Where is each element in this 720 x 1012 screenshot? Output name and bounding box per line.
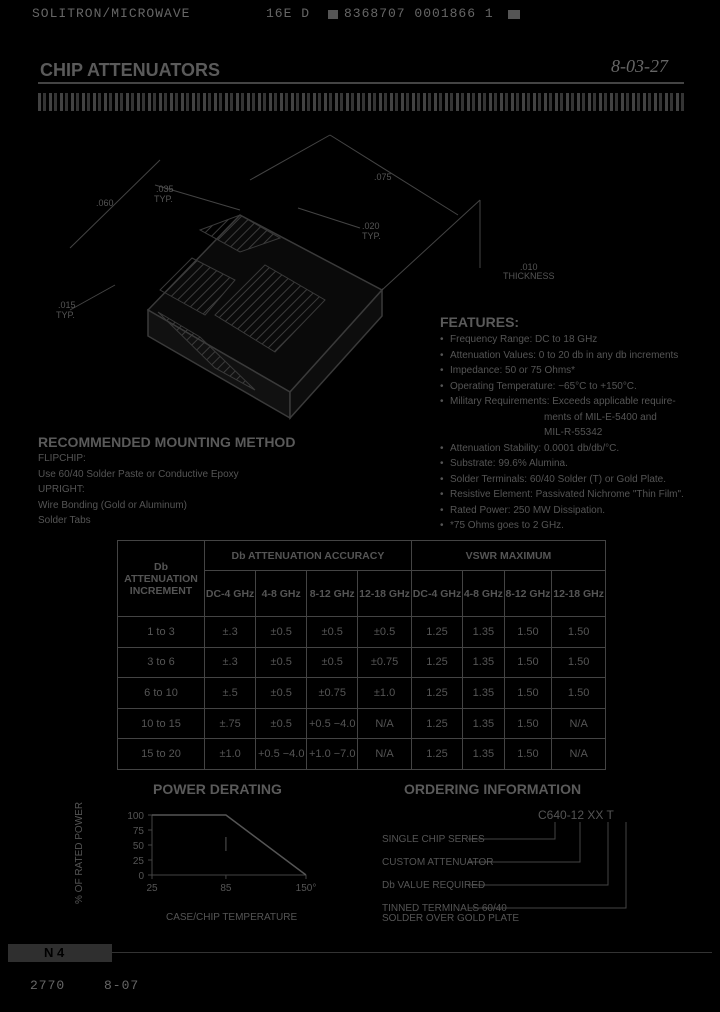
ordering-label: SINGLE CHIP SERIES [382, 834, 485, 845]
table-cell: 1.35 [463, 647, 505, 678]
x-tick-label: 85 [220, 883, 232, 894]
dim-020-typ: TYP. [362, 231, 381, 241]
mounting-line: UPRIGHT: [38, 484, 85, 495]
features-list [440, 332, 684, 534]
header-code: 16E D [266, 6, 311, 21]
dim-020: .020 [362, 221, 380, 231]
y-tick-label: 0 [138, 871, 144, 882]
dim-015-typ: TYP. [56, 310, 75, 320]
table-cell: ±.75 [205, 708, 256, 739]
feature-item: MIL-R-55342 [544, 427, 603, 438]
band-header: DC-4 GHz [205, 571, 256, 617]
dim-line-015 [70, 285, 115, 310]
band-header: 4-8 GHz [463, 571, 505, 617]
feature-item: • Resistive Element: Passivated Nichrome "Thin Film". [440, 489, 684, 500]
footer-code-2: 8-07 [104, 978, 140, 993]
dim-075: .075 [374, 172, 392, 182]
table-cell: 3 to 6 [118, 647, 205, 678]
band-header: 12-18 GHz [552, 571, 606, 617]
feature-item: ments of MIL-E-5400 and [544, 411, 657, 423]
dim-line-thickness [382, 200, 480, 290]
table-cell: 15 to 20 [118, 739, 205, 770]
table-row [118, 647, 606, 678]
section-tab-label: N 4 [44, 945, 65, 960]
table-cell: 1.35 [463, 678, 505, 709]
barcode-mark-icon [328, 10, 338, 19]
table-cell: N/A [358, 739, 412, 770]
ordering-label: CUSTOM ATTENUATOR [382, 857, 494, 868]
dim-line-075-ext [250, 135, 330, 180]
table-cell: N/A [552, 739, 606, 770]
mounting-lines [38, 451, 239, 529]
feature-item: • Impedance: 50 or 75 Ohms* [440, 365, 576, 376]
table-cell: 1.35 [463, 617, 505, 648]
features-heading: FEATURES: [440, 314, 520, 330]
table-row [118, 678, 606, 709]
table-cell: ±.5 [205, 678, 256, 709]
table-cell: 1.35 [463, 739, 505, 770]
feature-item: • Operating Temperature: −65°C to +150°C. [440, 380, 637, 392]
date-code: 8-03-27 [611, 56, 668, 76]
band-header: 8-12 GHz [307, 571, 358, 617]
barcode-end-mark-icon [508, 10, 520, 19]
table-cell: ±0.75 [307, 678, 358, 709]
table-cell: 1.25 [411, 647, 462, 678]
feature-item: • Attenuation Values: 0 to 20 db in any db increments [440, 349, 679, 361]
part-xx: XX [587, 808, 604, 822]
power-derating-ylabel: % OF RATED POWER [74, 801, 85, 904]
part-t: T [606, 808, 614, 822]
feature-item: • *75 Ohms goes to 2 GHz. [440, 520, 564, 531]
table-row [118, 739, 606, 770]
table-cell: ±0.5 [307, 617, 358, 648]
y-tick-label: 25 [132, 856, 144, 867]
table-cell: 1.25 [411, 708, 462, 739]
col-increment-header: Db ATTENUATION INCREMENT [118, 541, 205, 617]
table-cell: +0.5 −4.0 [307, 708, 358, 739]
x-tick-label: 150° [295, 883, 317, 894]
feature-item: • Military Requirements: Exceeds applicable require- [440, 396, 676, 407]
table-cell: 1.50 [504, 708, 552, 739]
company-name: SOLITRON/MICROWAVE [32, 6, 191, 21]
table-cell: 1.50 [552, 617, 606, 648]
table-cell: ±0.5 [256, 678, 307, 709]
band-header: 8-12 GHz [504, 571, 552, 617]
table-cell: 1.50 [504, 647, 552, 678]
footer-rule [112, 952, 712, 953]
band-header: 4-8 GHz [256, 571, 307, 617]
dim-035-typ: TYP. [154, 194, 173, 204]
table-cell: ±0.5 [256, 647, 307, 678]
table-cell: 10 to 15 [118, 708, 205, 739]
table-cell: ±.3 [205, 647, 256, 678]
y-tick-label: 75 [132, 826, 144, 837]
table-cell: ±0.5 [256, 708, 307, 739]
table-cell: 1.25 [411, 739, 462, 770]
dim-line-075 [330, 135, 458, 215]
table-cell: ±0.5 [256, 617, 307, 648]
specs-table [117, 540, 606, 770]
feature-item: • Substrate: 99.6% Alumina. [440, 458, 568, 469]
part-base: C640-12 [538, 808, 585, 822]
table-cell: 1.35 [463, 708, 505, 739]
barcode-text: 8368707 0001866 1 [344, 6, 494, 21]
mounting-line: Wire Bonding (Gold or Aluminum) [38, 499, 187, 511]
table-cell: ±.3 [205, 617, 256, 648]
decorative-pattern-bar [38, 93, 684, 111]
table-cell: N/A [552, 708, 606, 739]
x-tick-label: 25 [146, 883, 158, 894]
power-derating-xlabel: CASE/CHIP TEMPERATURE [166, 912, 298, 923]
table-cell: 6 to 10 [118, 678, 205, 709]
dim-060: .060 [96, 198, 114, 208]
y-tick-label: 100 [127, 811, 144, 822]
table-cell: ±0.5 [358, 617, 412, 648]
table-cell: 1.25 [411, 678, 462, 709]
table-cell: 1.50 [504, 678, 552, 709]
table-cell: +0.5 −4.0 [256, 739, 307, 770]
band-header: 12-18 GHz [358, 571, 412, 617]
ordering-label: SOLDER OVER GOLD PLATE [382, 913, 520, 924]
table-cell: +1.0 −7.0 [307, 739, 358, 770]
band-header: DC-4 GHz [411, 571, 462, 617]
table-cell: ±1.0 [205, 739, 256, 770]
accuracy-group-header: Db ATTENUATION ACCURACY [205, 541, 412, 571]
table-cell: ±0.5 [307, 647, 358, 678]
table-cell: ±1.0 [358, 678, 412, 709]
mounting-line: Use 60/40 Solder Paste or Conductive Epoxy [38, 468, 239, 480]
feature-item: • Rated Power: 250 MW Dissipation. [440, 504, 606, 516]
mounting-heading: RECOMMENDED MOUNTING METHOD [38, 434, 296, 450]
footer-code-1: 2770 [30, 978, 66, 993]
feature-item: • Attenuation Stability: 0.0001 db/db/°C. [440, 442, 620, 454]
dim-thickness-label: THICKNESS [503, 271, 555, 281]
mounting-line: FLIPCHIP: [38, 453, 86, 464]
table-cell: N/A [358, 708, 412, 739]
dim-line-060 [70, 160, 160, 248]
dim-line-020 [298, 208, 360, 228]
table-cell: 1.50 [504, 617, 552, 648]
title-rule [38, 82, 684, 84]
dim-010: .010 [520, 262, 538, 272]
table-cell: 1.50 [552, 647, 606, 678]
ordering-label: TINNED TERMINALS 60/40 [382, 903, 507, 914]
derating-curve [152, 815, 306, 875]
table-row [118, 617, 606, 648]
power-derating-chart [110, 805, 330, 905]
table-row [118, 708, 606, 739]
table-cell: ±0.75 [358, 647, 412, 678]
mounting-line: Solder Tabs [38, 515, 91, 526]
vswr-group-header: VSWR MAXIMUM [411, 541, 605, 571]
page-title: CHIP ATTENUATORS [40, 60, 221, 80]
dim-015: .015 [58, 300, 76, 310]
ordering-label: Db VALUE REQUIRED [382, 880, 486, 891]
table-cell: 1 to 3 [118, 617, 205, 648]
feature-item: • Solder Terminals: 60/40 Solder (T) or Gold Plate. [440, 473, 667, 485]
table-cell: 1.50 [552, 678, 606, 709]
table-cell: 1.25 [411, 617, 462, 648]
dim-035: .035 [156, 184, 174, 194]
feature-item: • Frequency Range: DC to 18 GHz [440, 334, 598, 345]
ordering-heading: ORDERING INFORMATION [404, 781, 582, 797]
table-cell: 1.50 [504, 739, 552, 770]
y-tick-label: 50 [132, 841, 144, 852]
power-derating-heading: POWER DERATING [153, 781, 282, 797]
